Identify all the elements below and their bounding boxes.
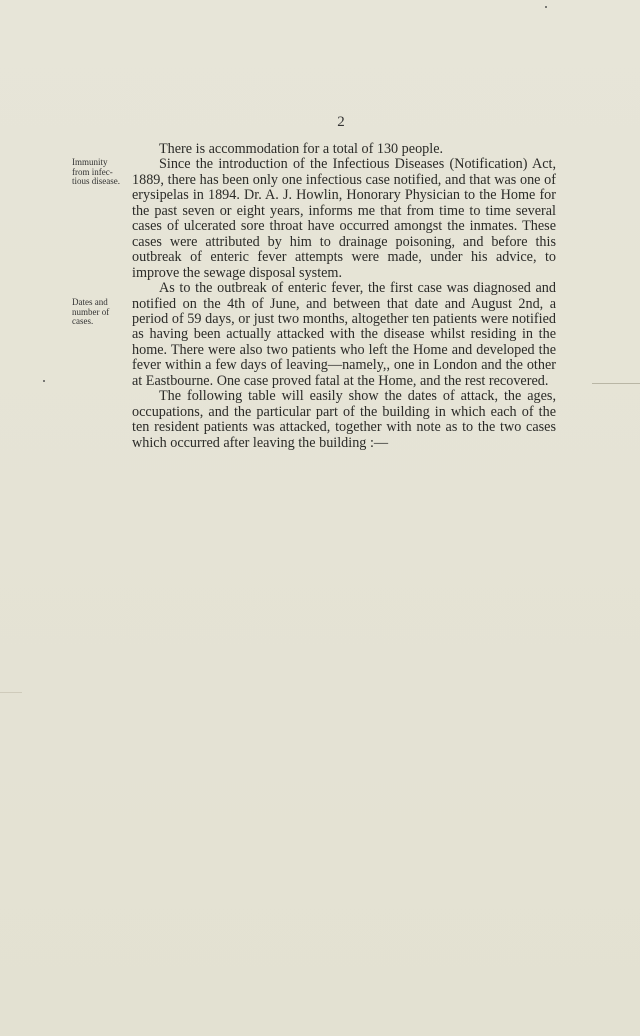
- paragraph-immunity: Since the introduction of the Infectious Diseases (Notification) Act, 1889, there has been only one infectious case notified, and that was one of erysipelas in 1894. Dr. A. J. Howlin, Honorary Physician to the Home for the past seven or eight years, informs me that from time to time several cases of ulcerated sore throat have occurred amongst the inmates. These cases were attributed by him to drainage poisoning, and before this outbreak of enteric fever attempts were made, under his advice, to improve the sewage disposal system.: [132, 156, 556, 281]
- margin-note-line: cases.: [72, 316, 94, 326]
- margin-note-line: tious disease.: [72, 176, 120, 186]
- page-number: 2: [337, 114, 345, 130]
- margin-note-immunity: [72, 158, 132, 187]
- paragraph-accommodation: There is accommodation for a total of 130 people.: [159, 141, 444, 157]
- paragraph-table-intro: The following table will easily show the dates of attack, the ages, occupations, and the particular part of the building in which each of the ten resident patients was attacked, together with note as to the two cases which occurred after leaving the building :—: [132, 388, 556, 451]
- stray-rule: [592, 383, 640, 384]
- margin-note-line: Immunity: [72, 157, 108, 167]
- stray-mark: [43, 380, 45, 382]
- margin-note-dates: [72, 298, 132, 327]
- stray-rule: [0, 692, 22, 693]
- paragraph-outbreak: As to the outbreak of enteric fever, the first case was diagnosed and notified on the 4th of June, and between that date and August 2nd, a period of 59 days, or just two months, altogether ten patients were notified as having been actually attacked with the disease whilst residing in the home. There were also two patients who left the Home and developed the fever within a few days of leaving—namely,, one in London and the other at Eastbourne. One case proved fatal at the Home, and the rest recovered.: [132, 280, 556, 389]
- stray-mark: [545, 6, 547, 8]
- margin-note-line: from infec-: [72, 166, 113, 177]
- margin-note-line: number of: [72, 306, 110, 317]
- body-text: [132, 142, 556, 451]
- margin-note-line: Dates and: [72, 297, 108, 307]
